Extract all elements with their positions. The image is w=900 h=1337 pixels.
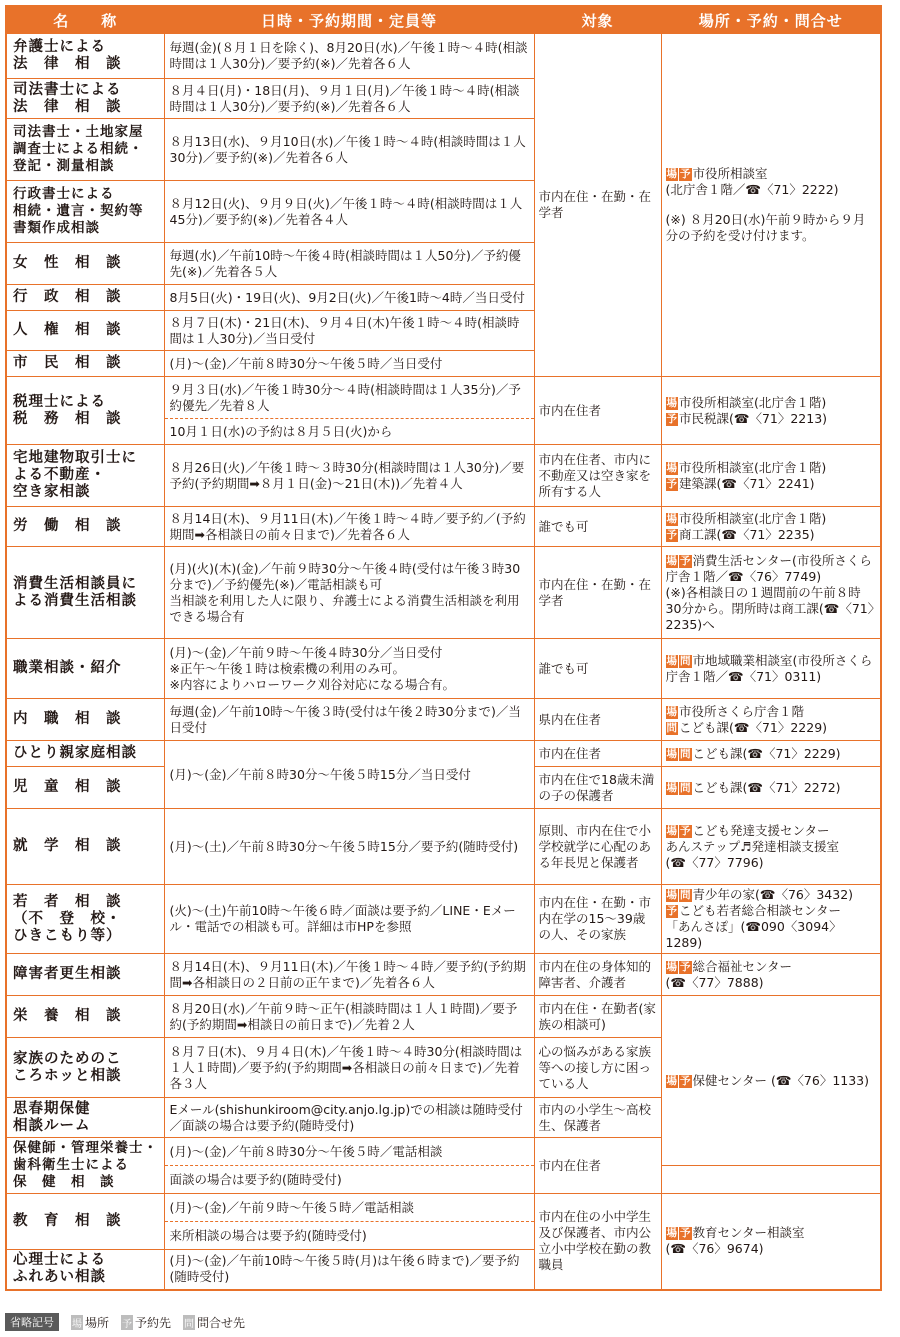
legend-text: 問合せ先 xyxy=(197,1315,246,1330)
row-name: 行政書士による 相続・遺言・契約等 書類作成相談 xyxy=(6,181,164,243)
legend-item-reserve xyxy=(121,1314,171,1331)
row-place xyxy=(661,377,881,445)
place-contact: こども課(☎〈71〉2272) xyxy=(692,779,841,795)
row-datetime: (月)～(土)／午前８時30分～午後５時15分／要予約(随時受付) xyxy=(164,809,534,885)
table-header-row xyxy=(6,6,881,34)
legend xyxy=(5,1313,245,1331)
header-datetime: 日時・予約期間・定員等 xyxy=(164,6,534,34)
table-row xyxy=(6,507,881,547)
row-datetime: ８月13日(水)、９月10日(水)／午後１時～４時(相談時間は１人30分)／要予約(※)／先着各６人 xyxy=(164,119,534,181)
row-place xyxy=(661,699,881,741)
row-name: 職業相談・紹介 xyxy=(6,639,164,699)
place-subname: あんステップ♬発達相談支援室 xyxy=(665,838,839,854)
legend-item-place xyxy=(71,1314,109,1331)
place-contact: (☎〈77〉7796) xyxy=(665,854,764,870)
row-name: 行 政 相 談 xyxy=(6,285,164,311)
table-row xyxy=(6,34,881,79)
place-name: 教育センター相談室 xyxy=(692,1225,805,1241)
row-datetime: (月)(火)(木)(金)／午前９時30分～午後４時(受付は午後３時30分まで)／予約優先(※)／電話相談も可 当相談を利用した人に限り、弁護士による消費生活相談を利用できる場合有 xyxy=(164,547,534,639)
reserve-symbol-icon: 予 xyxy=(680,960,691,973)
row-target: 市内在住・在勤・在学者 xyxy=(534,34,661,377)
row-datetime-note: 面談の場合は要予約(随時受付) xyxy=(164,1166,534,1194)
place-name: 保健センター (☎〈76〉1133) xyxy=(692,1072,870,1088)
place-symbol-icon: 場 xyxy=(666,461,677,474)
row-name: 消費生活相談員に よる消費生活相談 xyxy=(6,547,164,639)
row-datetime: (火)～(土)午前10時～午後６時／面談は要予約／LINE・Eメール・電話での相談も可。詳細は市HPを参照 xyxy=(164,885,534,954)
row-place xyxy=(661,445,881,507)
place-contact: (☎〈76〉9674) xyxy=(665,1241,764,1257)
row-datetime: (月)～(金)／午前８時30分～午後５時／当日受付 xyxy=(164,351,534,377)
place-symbol-icon: 場 xyxy=(666,781,677,794)
place-contact: こども課(☎〈71〉2229) xyxy=(692,745,841,761)
row-datetime: (月)～(金)／午前８時30分～午後５時／電話相談 xyxy=(164,1138,534,1166)
place-name: 消費生活センター(市役所さくら庁舎１階／☎〈76〉7749) xyxy=(665,552,872,584)
reserve-symbol-icon: 予 xyxy=(666,905,677,917)
place-name: 市役所さくら庁舎１階 xyxy=(679,703,805,719)
place-name: 市役所相談室(北庁舎１階) xyxy=(679,510,827,526)
place-symbol-icon: 場 xyxy=(666,512,677,525)
row-name: ひとり親家庭相談 xyxy=(6,741,164,767)
row-datetime: (月)～(金)／午前９時～午後４時30分／当日受付 ※正午～午後１時は検索機の利用のみ可。 ※内容によりハローワーク刈谷対応になる場合有。 xyxy=(164,639,534,699)
place-name: 市役所相談室(北庁舎１階) xyxy=(679,394,827,410)
row-name: 保健師・管理栄養士・ 歯科衛生士による 保 健 相 談 xyxy=(6,1138,164,1194)
row-name: 市 民 相 談 xyxy=(6,351,164,377)
table-row xyxy=(6,547,881,639)
place-symbol-icon: 場 xyxy=(666,396,677,409)
place-contact: 「あんさぽ」(☎090〈3094〉1289) xyxy=(665,919,842,950)
row-name: 司法書士・土地家屋 調査士による相続・ 登記・測量相談 xyxy=(6,119,164,181)
row-place xyxy=(661,547,881,639)
consultation-table-wrapper xyxy=(5,5,880,1291)
row-name: 就 学 相 談 xyxy=(6,809,164,885)
place-name: 総合福祉センター xyxy=(692,958,793,974)
row-name: 思春期保健 相談ルーム xyxy=(6,1098,164,1138)
row-name: 女 性 相 談 xyxy=(6,243,164,285)
row-datetime: ８月20日(水)／午前９時～正午(相談時間は１人１時間)／要予約(予約期間➡相談日の前日まで)／先着２人 xyxy=(164,996,534,1038)
inquiry-symbol-icon: 問 xyxy=(680,781,691,794)
row-name: 児 童 相 談 xyxy=(6,767,164,809)
place-name: 市役所相談室 xyxy=(692,166,768,181)
row-place xyxy=(661,741,881,767)
reserve-symbol-icon: 予 xyxy=(680,1227,691,1240)
reserve-symbol-icon: 予 xyxy=(680,554,691,567)
row-datetime: 8月5日(火)・19日(火)、9月2日(火)／午後1時～4時／当日受付 xyxy=(164,285,534,311)
reserve-symbol-icon: 予 xyxy=(666,412,677,425)
row-datetime: 毎週(金)(８月１日を除く)、8月20日(水)／午後１時～４時(相談時間は１人30分)／要予約(※)／先着各６人 xyxy=(164,34,534,79)
inquiry-symbol-icon: 問 xyxy=(680,747,691,760)
row-datetime: ８月14日(木)、９月11日(木)／午後１時～４時／要予約／(予約期間➡各相談日の前々日まで)／先着各６人 xyxy=(164,507,534,547)
place-note: (※)各相談日の１週間前の午前８時30分から。閉所時は商工課(☎〈71〉2235)へ xyxy=(665,584,875,632)
place-symbol-icon: 場 xyxy=(666,747,677,760)
legend-text: 予約先 xyxy=(135,1315,172,1330)
row-name: 宅地建物取引士に よる不動産・ 空き家相談 xyxy=(6,445,164,507)
place-contact: こども課(☎〈71〉2229) xyxy=(679,719,828,735)
row-target: 市内在住者 xyxy=(534,741,661,767)
table-row xyxy=(6,885,881,954)
reserve-symbol-icon: 予 xyxy=(666,528,677,541)
place-name: こども若者総合相談センター xyxy=(679,903,842,918)
legend-text: 場所 xyxy=(85,1315,110,1330)
row-datetime: (月)～(金)／午前10時～午後５時(月)は午後６時まで)／要予約(随時受付) xyxy=(164,1250,534,1290)
row-place xyxy=(661,885,881,954)
place-name: 市地域職業相談室(市役所さくら庁舎１階／☎〈71〉0311) xyxy=(665,652,873,684)
row-place xyxy=(661,639,881,699)
place-note: (※) ８月20日(水)午前９時から９月分の予約を受け付けます。 xyxy=(665,212,866,243)
row-name: 若 者 相 談 （不 登 校・ ひきこもり等） xyxy=(6,885,164,954)
table-row xyxy=(6,996,881,1038)
row-target: 市内在住者 xyxy=(534,1138,661,1194)
place-symbol-icon: 場 xyxy=(666,960,677,973)
row-datetime: ８月26日(火)／午後１時～３時30分(相談時間は１人30分)／要予約(予約期間➡８月１日(金)～21日(木))／先着４人 xyxy=(164,445,534,507)
consultation-table xyxy=(5,5,882,1291)
inquiry-symbol-icon: 問 xyxy=(680,889,691,901)
row-name: 心理士による ふれあい相談 xyxy=(6,1250,164,1290)
row-datetime: ８月４日(月)・18日(月)、９月１日(月)／午後１時～４時(相談時間は１人30分)／要予約(※)／先着各６人 xyxy=(164,79,534,119)
table-row xyxy=(6,741,881,767)
row-target: 市内在住・在勤・在学者 xyxy=(534,547,661,639)
place-symbol-icon: 場 xyxy=(71,1315,83,1330)
row-datetime: (月)～(金)／午前８時30分～午後５時15分／当日受付 xyxy=(164,741,534,809)
row-target: 市内在住者 xyxy=(534,377,661,445)
reserve-symbol-icon: 予 xyxy=(121,1315,133,1330)
inquiry-symbol-icon: 問 xyxy=(680,654,691,667)
place-contact: 建築課(☎〈71〉2241) xyxy=(679,475,815,491)
row-datetime: ８月７日(木)、９月４日(木)／午後１時～４時30分(相談時間は１人１時間)／要予約(予約期間➡各相談日の前々日まで)／先着各３人 xyxy=(164,1038,534,1098)
place-symbol-icon: 場 xyxy=(666,1074,677,1087)
row-target: 心の悩みがある家族等への接し方に困っている人 xyxy=(534,1038,661,1098)
row-target: 市内在住・在勤者(家族の相談可) xyxy=(534,996,661,1038)
row-name: 税理士による 税 務 相 談 xyxy=(6,377,164,445)
row-target: 市内在住で18歳未満の子の保護者 xyxy=(534,767,661,809)
row-datetime: Eメール(shishunkiroom@city.anjo.lg.jp)での相談は随時受付／面談の場合は要予約(随時受付) xyxy=(164,1098,534,1138)
row-name: 労 働 相 談 xyxy=(6,507,164,547)
row-target: 市内在住の身体知的障害者、介護者 xyxy=(534,954,661,996)
row-datetime-note: 来所相談の場合は要予約(随時受付) xyxy=(164,1222,534,1250)
reserve-symbol-icon: 予 xyxy=(680,168,691,180)
row-target: 誰でも可 xyxy=(534,639,661,699)
place-contact: 商工課(☎〈71〉2235) xyxy=(679,526,815,542)
table-row xyxy=(6,699,881,741)
place-name: 市役所相談室(北庁舎１階) xyxy=(679,459,827,475)
place-contact: (北庁舎１階／☎〈71〉2222) xyxy=(665,182,839,197)
place-symbol-icon: 場 xyxy=(666,654,677,667)
row-target: 誰でも可 xyxy=(534,507,661,547)
row-place xyxy=(661,507,881,547)
place-symbol-icon: 場 xyxy=(666,168,677,180)
row-datetime: ８月14日(木)、９月11日(木)／午後１時～４時／要予約(予約期間➡各相談日の２日前の正午まで)／先着各６人 xyxy=(164,954,534,996)
table-row xyxy=(6,809,881,885)
place-contact: 市民税課(☎〈71〉2213) xyxy=(679,410,828,426)
row-place xyxy=(661,34,881,377)
header-name: 名 称 xyxy=(6,6,164,34)
table-row xyxy=(6,445,881,507)
row-datetime: ８月12日(火)、９月９日(火)／午後１時～４時(相談時間は１人45分)／要予約(※)／先着各４人 xyxy=(164,181,534,243)
reserve-symbol-icon: 予 xyxy=(680,824,691,837)
table-row xyxy=(6,639,881,699)
reserve-symbol-icon: 予 xyxy=(680,1074,691,1087)
row-datetime: 毎週(金)／午前10時～午後３時(受付は午後２時30分まで)／当日受付 xyxy=(164,699,534,741)
place-symbol-icon: 場 xyxy=(666,889,677,901)
row-target: 市内の小学生～高校生、保護者 xyxy=(534,1098,661,1138)
legend-item-inquiry xyxy=(183,1314,245,1331)
row-name: 教 育 相 談 xyxy=(6,1194,164,1250)
row-name: 人 権 相 談 xyxy=(6,311,164,351)
row-place xyxy=(661,954,881,996)
inquiry-symbol-icon: 問 xyxy=(666,721,677,734)
row-datetime: ９月３日(水)／午後１時30分～４時(相談時間は１人35分)／予約優先／先着８人 xyxy=(164,377,534,419)
row-datetime-note: 10月１日(水)の予約は８月５日(火)から xyxy=(164,419,534,445)
row-target: 市内在住者、市内に不動産又は空き家を所有する人 xyxy=(534,445,661,507)
table-row xyxy=(6,377,881,419)
row-place xyxy=(661,809,881,885)
row-datetime: ８月７日(木)・21日(木)、９月４日(木)午後１時～４時(相談時間は１人30分)／当日受付 xyxy=(164,311,534,351)
row-name: 家族のためのこ ころホッと相談 xyxy=(6,1038,164,1098)
place-symbol-icon: 場 xyxy=(666,705,677,718)
table-row xyxy=(6,1194,881,1222)
row-target: 市内在住・在勤・市内在学の15～39歳の人、その家族 xyxy=(534,885,661,954)
place-symbol-icon: 場 xyxy=(666,554,677,567)
row-place xyxy=(661,1194,881,1290)
table-row xyxy=(6,954,881,996)
place-symbol-icon: 場 xyxy=(666,824,677,837)
row-datetime: (月)～(金)／午前９時～午後５時／電話相談 xyxy=(164,1194,534,1222)
place-contact: (☎〈77〉7888) xyxy=(665,974,764,990)
inquiry-symbol-icon: 問 xyxy=(183,1315,195,1330)
row-place xyxy=(661,996,881,1166)
row-datetime: 毎週(水)／午前10時～午後４時(相談時間は１人50分)／予約優先(※)／先着各５人 xyxy=(164,243,534,285)
row-target: 原則、市内在住で小学校就学に心配のある年長児と保護者 xyxy=(534,809,661,885)
row-name: 司法書士による 法 律 相 談 xyxy=(6,79,164,119)
row-name: 障害者更生相談 xyxy=(6,954,164,996)
place-symbol-icon: 場 xyxy=(666,1227,677,1240)
row-name: 弁護士による 法 律 相 談 xyxy=(6,34,164,79)
place-name: こども発達支援センター xyxy=(692,822,830,838)
reserve-symbol-icon: 予 xyxy=(666,477,677,490)
row-name: 内 職 相 談 xyxy=(6,699,164,741)
row-name: 栄 養 相 談 xyxy=(6,996,164,1038)
legend-label: 省略記号 xyxy=(5,1313,59,1331)
row-target: 市内在住の小中学生及び保護者、市内公立小中学校在勤の教職員 xyxy=(534,1194,661,1290)
row-place xyxy=(661,767,881,809)
row-target: 県内在住者 xyxy=(534,699,661,741)
place-name: 青少年の家(☎〈76〉3432) xyxy=(692,887,854,902)
header-place: 場所・予約・問合せ xyxy=(661,6,881,34)
header-target: 対象 xyxy=(534,6,661,34)
